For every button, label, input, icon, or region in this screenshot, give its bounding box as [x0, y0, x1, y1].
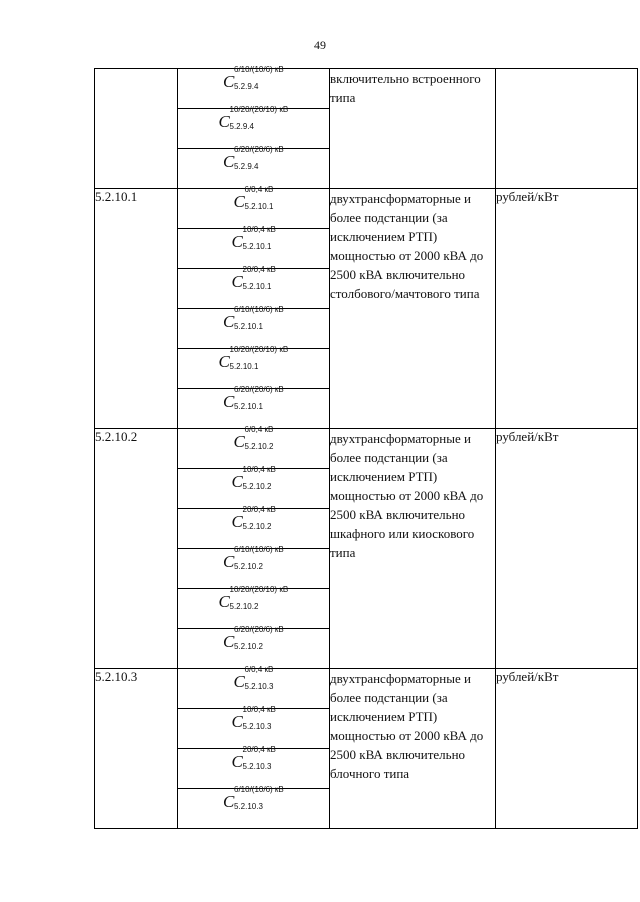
symbol-superscript: 6/10/(10/6) кВ	[234, 545, 284, 554]
symbol-subscript: 5.2.10.1	[234, 402, 263, 411]
symbol-superscript: 6/20/(20/6) кВ	[234, 145, 284, 154]
row-code: 5.2.10.2	[95, 429, 178, 669]
symbol-base: C	[231, 232, 243, 251]
tariff-table	[94, 65, 638, 829]
symbol-base: C	[231, 712, 243, 731]
tariff-symbol	[231, 465, 276, 491]
row-description: двухтрансформаторные и более подстанции (за исключением РТП) мощностью от 2000 кВА до 2500 кВА включительно столбового/мачтового типа	[330, 189, 496, 429]
tariff-symbol	[223, 145, 284, 171]
table-row	[95, 69, 638, 109]
tariff-symbol	[223, 305, 284, 331]
symbol-subscript: 5.2.10.2	[242, 482, 272, 491]
tariff-symbol	[223, 545, 284, 571]
symbol-superscript: 20/0,4 кВ	[242, 745, 276, 754]
symbol-base: C	[223, 792, 235, 811]
symbol-subscript: 5.2.10.3	[242, 762, 272, 771]
row-code: 5.2.10.1	[95, 189, 178, 429]
row-description: двухтрансформаторные и более подстанции (за исключением РТП) мощностью от 2000 кВА до 2500 кВА включительно блочного типа	[330, 669, 496, 829]
symbol-superscript: 6/10/(10/6) кВ	[234, 65, 284, 74]
symbol-superscript: 6/0,4 кВ	[244, 425, 274, 434]
table-row	[95, 669, 638, 709]
symbol-subscript: 5.2.10.3	[242, 722, 272, 731]
row-description: двухтрансформаторные и более подстанции (за исключением РТП) мощностью от 2000 кВА до 2500 кВА включительно шкафного или киоскового типа	[330, 429, 496, 669]
symbol-subscript: 5.2.10.1	[242, 282, 272, 291]
page-number: 49	[314, 38, 326, 52]
symbol-superscript: 20/0,4 кВ	[242, 505, 276, 514]
symbol-base: C	[231, 752, 243, 771]
symbol-base: C	[223, 152, 235, 171]
tariff-symbol-cell	[178, 185, 330, 229]
tariff-symbol	[231, 745, 276, 771]
symbol-subscript: 5.2.10.2	[229, 602, 259, 611]
tariff-symbol-cell	[178, 65, 330, 109]
tariff-symbol-cell	[178, 625, 330, 669]
tariff-symbol-cell	[178, 745, 330, 789]
row-code	[95, 69, 178, 189]
tariff-symbol-cell	[178, 505, 330, 549]
tariff-symbol	[218, 105, 289, 131]
tariff-symbol-cell	[178, 785, 330, 829]
tariff-symbol-cell	[178, 545, 330, 589]
tariff-symbol	[231, 505, 276, 531]
symbol-subscript: 5.2.9.4	[234, 162, 259, 171]
symbol-base: C	[223, 72, 235, 91]
symbol-superscript: 10/0,4 кВ	[242, 225, 276, 234]
symbol-subscript: 5.2.10.1	[229, 362, 259, 371]
symbol-base: C	[233, 672, 245, 691]
symbol-base: C	[218, 592, 230, 611]
symbol-base: C	[218, 352, 230, 371]
symbol-superscript: 10/0,4 кВ	[242, 705, 276, 714]
tariff-symbol-cell	[178, 465, 330, 509]
symbol-subscript: 5.2.10.1	[234, 322, 263, 331]
tariff-symbol	[218, 345, 289, 371]
symbol-subscript: 5.2.10.2	[244, 442, 274, 451]
tariff-symbol	[218, 585, 289, 611]
symbol-base: C	[223, 552, 235, 571]
symbol-subscript: 5.2.10.1	[244, 202, 274, 211]
tariff-symbol-cell	[178, 345, 330, 389]
symbol-base: C	[223, 312, 235, 331]
table-row	[95, 189, 638, 229]
symbol-subscript: 5.2.10.3	[234, 802, 263, 811]
tariff-symbol	[233, 665, 274, 691]
symbol-base: C	[231, 472, 243, 491]
tariff-symbol	[223, 385, 284, 411]
symbol-superscript: 10/20/(20/10) кВ	[229, 105, 289, 114]
symbol-superscript: 6/0,4 кВ	[244, 185, 274, 194]
tariff-symbol	[223, 625, 284, 651]
symbol-superscript: 10/20/(20/10) кВ	[229, 585, 289, 594]
tariff-symbol-cell	[178, 305, 330, 349]
row-code: 5.2.10.3	[95, 669, 178, 829]
symbol-base: C	[233, 432, 245, 451]
tariff-symbol	[231, 705, 276, 731]
tariff-symbol-cell	[178, 265, 330, 309]
symbol-superscript: 10/0,4 кВ	[242, 465, 276, 474]
symbol-subscript: 5.2.10.3	[244, 682, 274, 691]
symbol-subscript: 5.2.10.1	[242, 242, 272, 251]
tariff-symbol	[231, 265, 276, 291]
symbol-superscript: 6/20/(20/6) кВ	[234, 385, 284, 394]
symbol-superscript: 6/20/(20/6) кВ	[234, 625, 284, 634]
row-unit	[496, 69, 638, 189]
symbol-subscript: 5.2.9.4	[234, 82, 259, 91]
symbol-base: C	[218, 112, 230, 131]
symbol-subscript: 5.2.10.2	[234, 642, 263, 651]
symbol-subscript: 5.2.9.4	[229, 122, 254, 131]
table-row	[95, 429, 638, 469]
row-unit: рублей/кВт	[496, 189, 638, 429]
tariff-symbol	[233, 185, 274, 211]
symbol-superscript: 6/10/(10/6) кВ	[234, 305, 284, 314]
symbol-base: C	[223, 392, 235, 411]
symbol-superscript: 6/10/(10/6) кВ	[234, 785, 284, 794]
symbol-base: C	[231, 512, 243, 531]
tariff-symbol-cell	[178, 105, 330, 149]
symbol-superscript: 10/20/(20/10) кВ	[229, 345, 289, 354]
tariff-symbol	[233, 425, 274, 451]
symbol-base: C	[223, 632, 235, 651]
tariff-symbol-cell	[178, 225, 330, 269]
symbol-base: C	[231, 272, 243, 291]
tariff-table-body	[95, 65, 638, 829]
symbol-superscript: 20/0,4 кВ	[242, 265, 276, 274]
row-unit: рублей/кВт	[496, 669, 638, 829]
symbol-subscript: 5.2.10.2	[234, 562, 263, 571]
tariff-symbol-cell	[178, 145, 330, 189]
tariff-symbol-cell	[178, 705, 330, 749]
symbol-subscript: 5.2.10.2	[242, 522, 272, 531]
symbol-base: C	[233, 192, 245, 211]
tariff-symbol-cell	[178, 425, 330, 469]
tariff-symbol-cell	[178, 665, 330, 709]
tariff-symbol	[223, 785, 284, 811]
tariff-symbol-cell	[178, 585, 330, 629]
row-unit: рублей/кВт	[496, 429, 638, 669]
tariff-symbol	[223, 65, 284, 91]
tariff-symbol	[231, 225, 276, 251]
tariff-symbol-cell	[178, 385, 330, 429]
symbol-superscript: 6/0,4 кВ	[244, 665, 274, 674]
row-description: включительно встроенного типа	[330, 69, 496, 189]
